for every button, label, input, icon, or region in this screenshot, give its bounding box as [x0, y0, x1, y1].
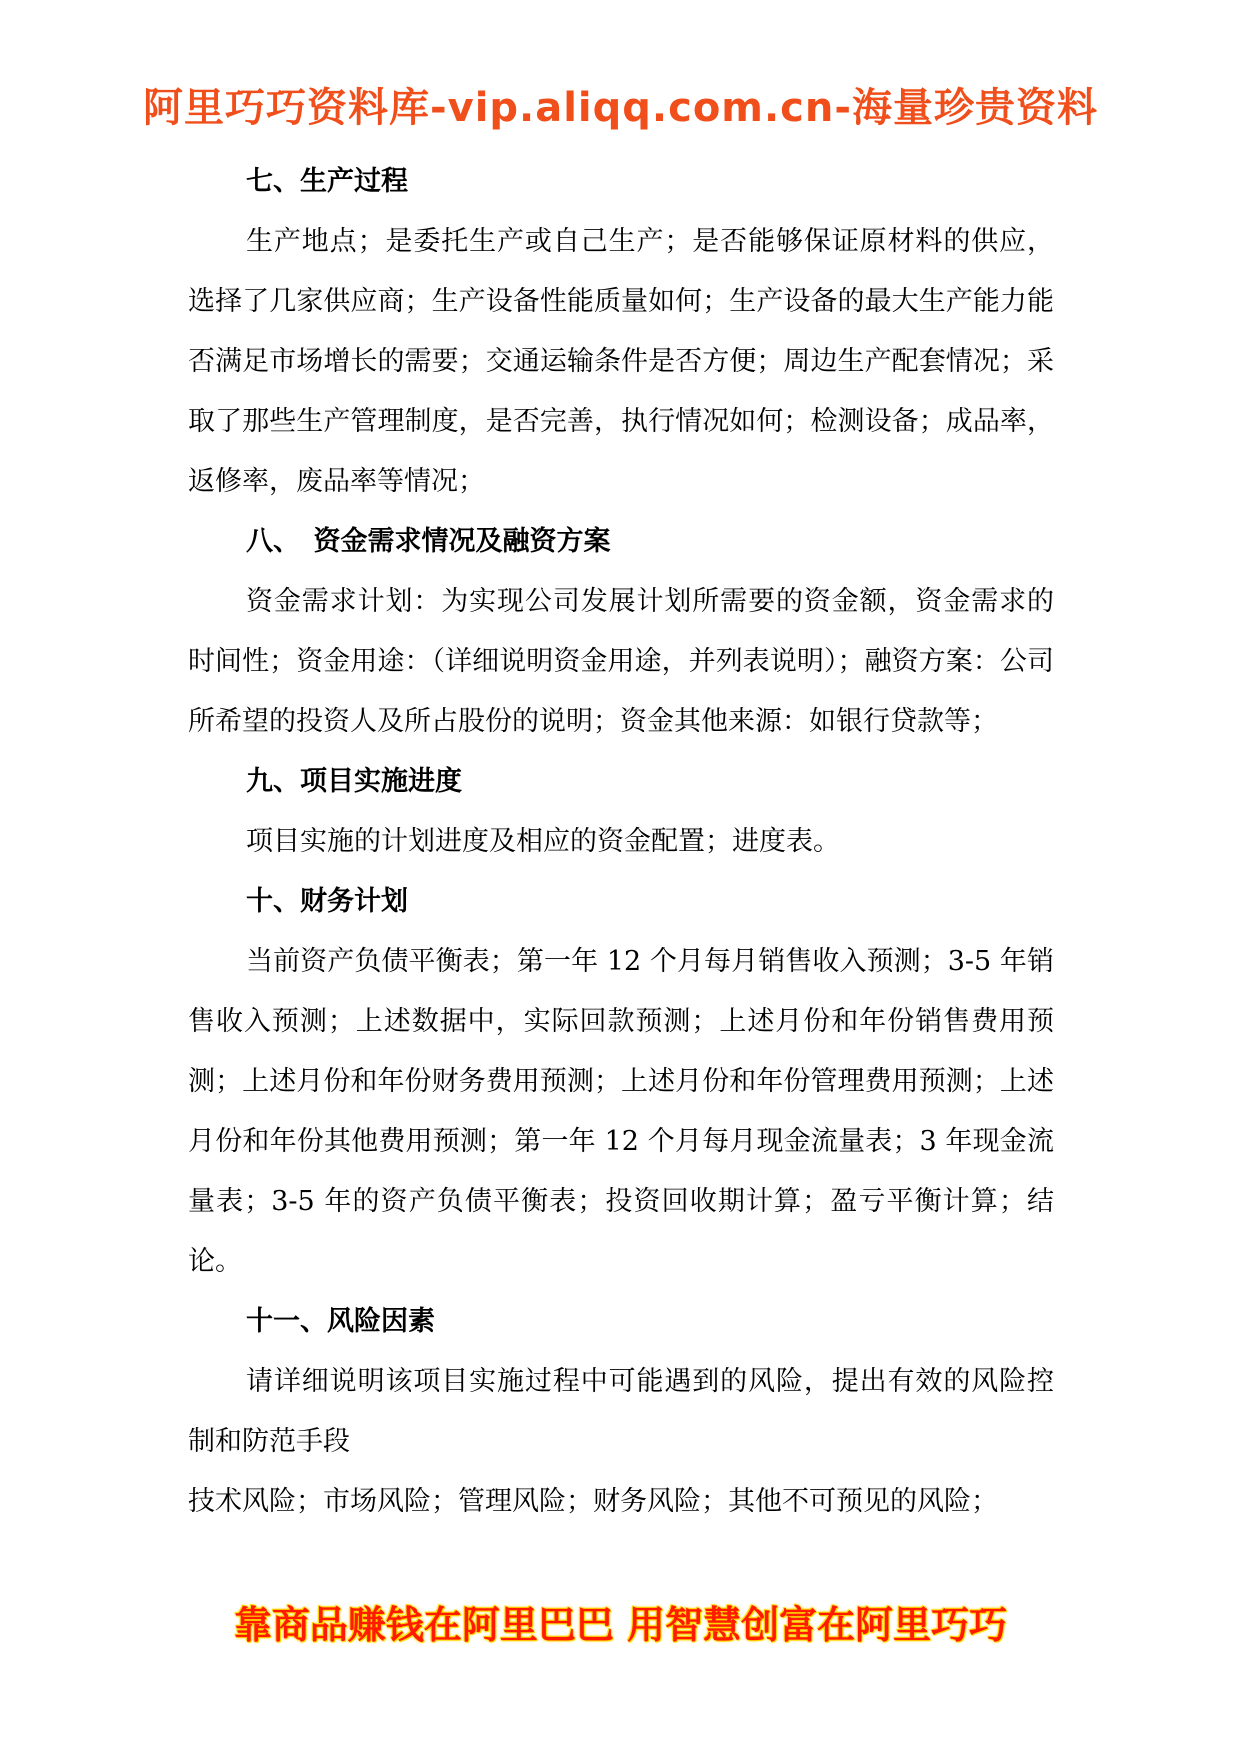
footer-banner: 靠商品赚钱在阿里巴巴 用智慧创富在阿里巧巧	[233, 1603, 1008, 1647]
section-paragraph: 生产地点；是委托生产或自己生产；是否能够保证原材料的供应，选择了几家供应商；生产设备性能质量如何；生产设备的最大生产能力能否满足市场增长的需要；交通运输条件是否方便；周边生产配套情况；采取了那些生产管理制度，是否完善，执行情况如何；检测设备；成品率，返修率，废品率等情况；	[188, 226, 1054, 497]
section-production-process	[188, 152, 1054, 512]
section-heading: 八、 资金需求情况及融资方案	[246, 526, 611, 557]
section-heading: 十一、风险因素	[246, 1306, 435, 1337]
section-heading: 十、财务计划	[246, 886, 408, 917]
section-implementation-schedule	[188, 752, 1054, 872]
section-financial-plan	[188, 872, 1054, 1292]
section-heading: 七、生产过程	[246, 166, 408, 197]
section-paragraph: 请详细说明该项目实施过程中可能遇到的风险，提出有效的风险控制和防范手段	[188, 1366, 1054, 1457]
document-body	[188, 152, 1054, 1532]
section-paragraph: 资金需求计划：为实现公司发展计划所需要的资金额，资金需求的时间性；资金用途：（详细说明资金用途，并列表说明）；融资方案：公司所希望的投资人及所占股份的说明；资金其他来源：如银行贷款等；	[188, 586, 1054, 737]
section-funding-plan	[188, 512, 1054, 752]
header-banner: 阿里巧巧资料库-vip.aliqq.com.cn-海量珍贵资料	[143, 85, 1098, 131]
section-paragraph: 项目实施的计划进度及相应的资金配置；进度表。	[246, 826, 840, 857]
section-paragraph: 当前资产负债平衡表；第一年 12 个月每月销售收入预测；3-5 年销售收入预测；上述数据中，实际回款预测；上述月份和年份销售费用预测；上述月份和年份财务费用预测；上述月份和年份管理费用预测；上述月份和年份其他费用预测；第一年 12 个月每月现金流量表；3 年现金流量表；3-5 年的资产负债平衡表；投资回收期计算；盈亏平衡计算；结论。	[188, 946, 1054, 1277]
section-paragraph: 技术风险；市场风险；管理风险；财务风险；其他不可预见的风险；	[188, 1486, 998, 1517]
section-heading: 九、项目实施进度	[246, 766, 462, 797]
section-risk-factors	[188, 1292, 1054, 1532]
